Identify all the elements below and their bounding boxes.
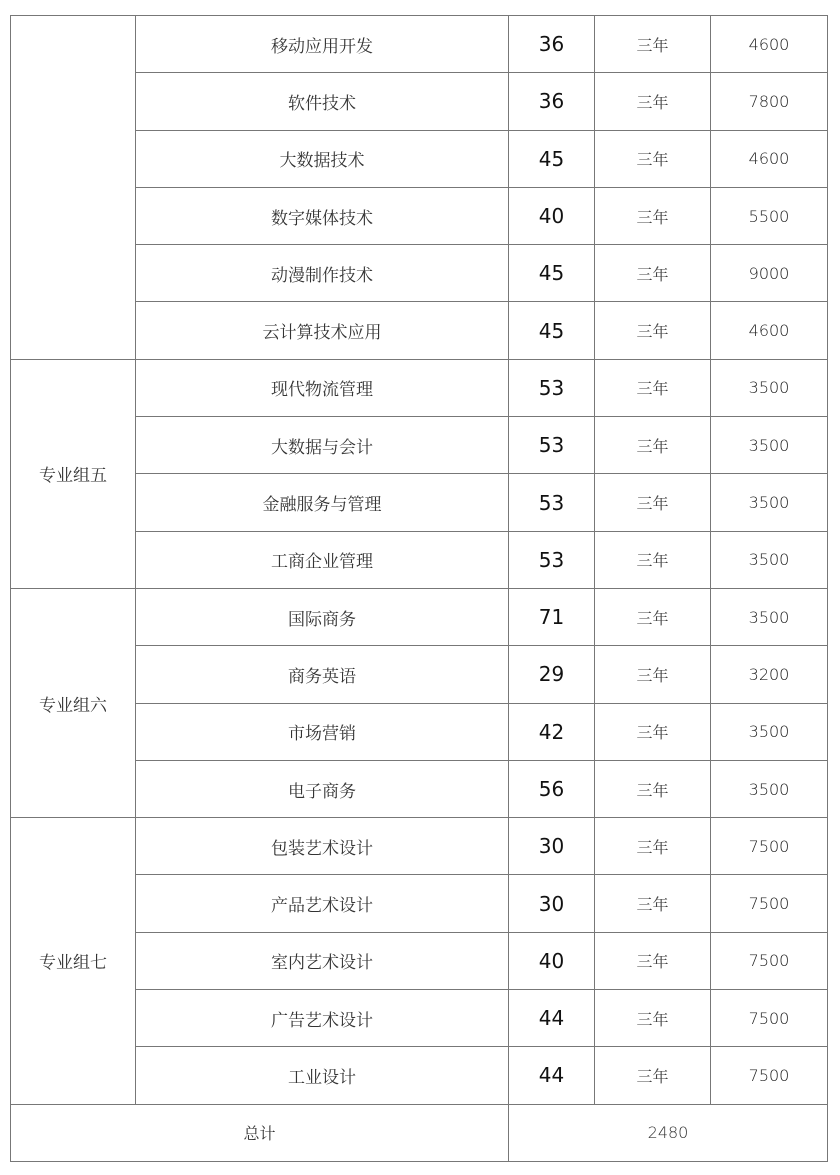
tuition-fee: 7500 <box>711 932 828 989</box>
duration: 三年 <box>595 16 711 73</box>
enrollment-count: 53 <box>509 474 595 531</box>
duration: 三年 <box>595 187 711 244</box>
group-cell: 专业组五 <box>11 359 136 588</box>
duration: 三年 <box>595 474 711 531</box>
tuition-fee: 3500 <box>711 474 828 531</box>
total-value: 2480 <box>509 1104 828 1161</box>
table-row <box>11 588 828 645</box>
enrollment-count: 45 <box>509 130 595 187</box>
tuition-fee: 7500 <box>711 818 828 875</box>
major-name: 云计算技术应用 <box>136 302 509 359</box>
major-name: 市场营销 <box>136 703 509 760</box>
group-cell: 专业组六 <box>11 588 136 817</box>
enrollment-count: 42 <box>509 703 595 760</box>
enrollment-count: 44 <box>509 990 595 1047</box>
tuition-fee: 9000 <box>711 245 828 302</box>
duration: 三年 <box>595 703 711 760</box>
table-row <box>11 818 828 875</box>
tuition-fee: 4600 <box>711 130 828 187</box>
enrollment-table <box>10 15 828 1162</box>
major-name: 数字媒体技术 <box>136 187 509 244</box>
major-name: 商务英语 <box>136 646 509 703</box>
major-name: 大数据与会计 <box>136 417 509 474</box>
major-name: 工业设计 <box>136 1047 509 1104</box>
enrollment-count: 56 <box>509 760 595 817</box>
major-name: 包装艺术设计 <box>136 818 509 875</box>
major-name: 国际商务 <box>136 588 509 645</box>
enrollment-count: 29 <box>509 646 595 703</box>
total-label: 总计 <box>11 1104 509 1161</box>
major-name: 软件技术 <box>136 73 509 130</box>
group-cell <box>11 16 136 360</box>
major-name: 动漫制作技术 <box>136 245 509 302</box>
duration: 三年 <box>595 875 711 932</box>
table-row <box>11 16 828 73</box>
enrollment-count: 40 <box>509 932 595 989</box>
tuition-fee: 7800 <box>711 73 828 130</box>
total-row <box>11 1104 828 1161</box>
tuition-fee: 3500 <box>711 760 828 817</box>
enrollment-count: 53 <box>509 417 595 474</box>
enrollment-count: 53 <box>509 359 595 416</box>
tuition-fee: 5500 <box>711 187 828 244</box>
tuition-fee: 4600 <box>711 16 828 73</box>
major-name: 产品艺术设计 <box>136 875 509 932</box>
tuition-fee: 4600 <box>711 302 828 359</box>
enrollment-count: 30 <box>509 875 595 932</box>
duration: 三年 <box>595 818 711 875</box>
duration: 三年 <box>595 359 711 416</box>
duration: 三年 <box>595 990 711 1047</box>
table-row <box>11 359 828 416</box>
major-name: 大数据技术 <box>136 130 509 187</box>
duration: 三年 <box>595 588 711 645</box>
enrollment-count: 45 <box>509 302 595 359</box>
tuition-fee: 7500 <box>711 875 828 932</box>
enrollment-count: 44 <box>509 1047 595 1104</box>
tuition-fee: 3200 <box>711 646 828 703</box>
duration: 三年 <box>595 130 711 187</box>
enrollment-count: 40 <box>509 187 595 244</box>
duration: 三年 <box>595 531 711 588</box>
tuition-fee: 3500 <box>711 588 828 645</box>
tuition-fee: 3500 <box>711 417 828 474</box>
duration: 三年 <box>595 417 711 474</box>
tuition-fee: 3500 <box>711 703 828 760</box>
major-name: 移动应用开发 <box>136 16 509 73</box>
major-name: 广告艺术设计 <box>136 990 509 1047</box>
enrollment-count: 30 <box>509 818 595 875</box>
tuition-fee: 7500 <box>711 1047 828 1104</box>
major-name: 现代物流管理 <box>136 359 509 416</box>
tuition-fee: 3500 <box>711 531 828 588</box>
enrollment-count: 45 <box>509 245 595 302</box>
tuition-fee: 3500 <box>711 359 828 416</box>
duration: 三年 <box>595 302 711 359</box>
duration: 三年 <box>595 760 711 817</box>
duration: 三年 <box>595 1047 711 1104</box>
tuition-fee: 7500 <box>711 990 828 1047</box>
major-name: 金融服务与管理 <box>136 474 509 531</box>
major-name: 室内艺术设计 <box>136 932 509 989</box>
duration: 三年 <box>595 646 711 703</box>
enrollment-count: 71 <box>509 588 595 645</box>
major-name: 工商企业管理 <box>136 531 509 588</box>
enrollment-count: 53 <box>509 531 595 588</box>
duration: 三年 <box>595 73 711 130</box>
enrollment-count: 36 <box>509 73 595 130</box>
group-cell: 专业组七 <box>11 818 136 1104</box>
duration: 三年 <box>595 245 711 302</box>
major-name: 电子商务 <box>136 760 509 817</box>
enrollment-count: 36 <box>509 16 595 73</box>
duration: 三年 <box>595 932 711 989</box>
